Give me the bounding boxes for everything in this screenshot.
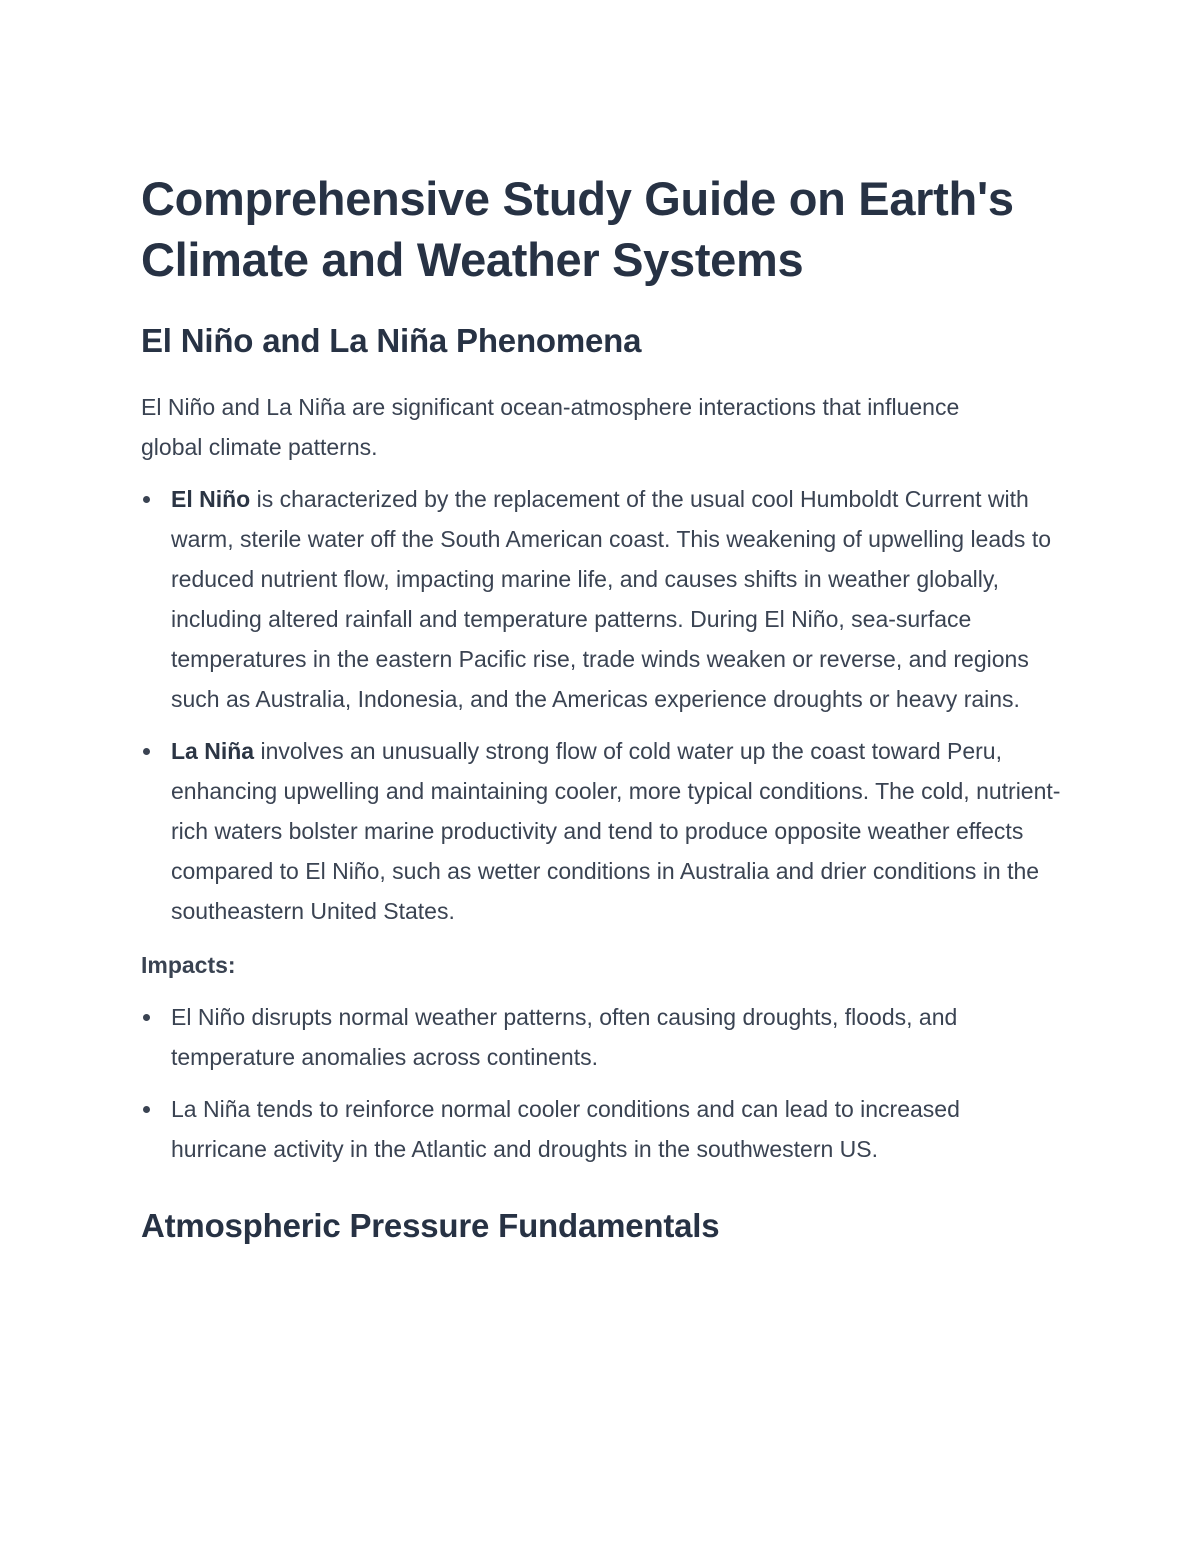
term-el-nino: El Niño <box>171 486 251 512</box>
impact-item-el-nino: El Niño disrupts normal weather patterns, often causing droughts, floods, and temperature anomalies across continents. <box>141 997 1061 1077</box>
description-el-nino: is characterized by the replacement of the usual cool Humboldt Current with warm, sterile water off the South American coast. This weakening of upwelling leads to reduced nutrient flow, impacting marine life, and causes shifts in weather globally, including altered rainfall and temperature patterns. During El Niño, sea-surface temperatures in the eastern Pacific rise, trade winds weaken or reverse, and regions such as Australia, Indonesia, and the Americas experience droughts or heavy rains. <box>171 486 1051 712</box>
list-item-el-nino <box>141 479 1061 719</box>
impacts-label: Impacts: <box>141 952 236 978</box>
document-title: Comprehensive Study Guide on Earth's Climate and Weather Systems <box>141 172 1014 286</box>
term-la-nina: La Niña <box>171 738 255 764</box>
section-heading-atmospheric-pressure: Atmospheric Pressure Fundamentals <box>141 1207 720 1244</box>
description-la-nina: involves an unusually strong flow of cold water up the coast toward Peru, enhancing upwelling and maintaining cooler, more typical conditions. The cold, nutrient-rich waters bolster marine productivity and tend to produce opposite weather effects compared to El Niño, such as wetter conditions in Australia and drier conditions in the southeastern United States. <box>171 738 1061 924</box>
phenomena-list <box>141 479 1061 931</box>
impact-item-la-nina: La Niña tends to reinforce normal cooler conditions and can lead to increased hurricane activity in the Atlantic and droughts in the southwestern US. <box>141 1089 1061 1169</box>
section-intro-paragraph: El Niño and La Niña are significant ocean-atmosphere interactions that influence global climate patterns. <box>141 394 960 460</box>
list-item-la-nina <box>141 731 1061 931</box>
document-page <box>141 168 1061 1247</box>
section-heading-el-nino-la-nina: El Niño and La Niña Phenomena <box>141 322 642 359</box>
impacts-list <box>141 997 1061 1169</box>
